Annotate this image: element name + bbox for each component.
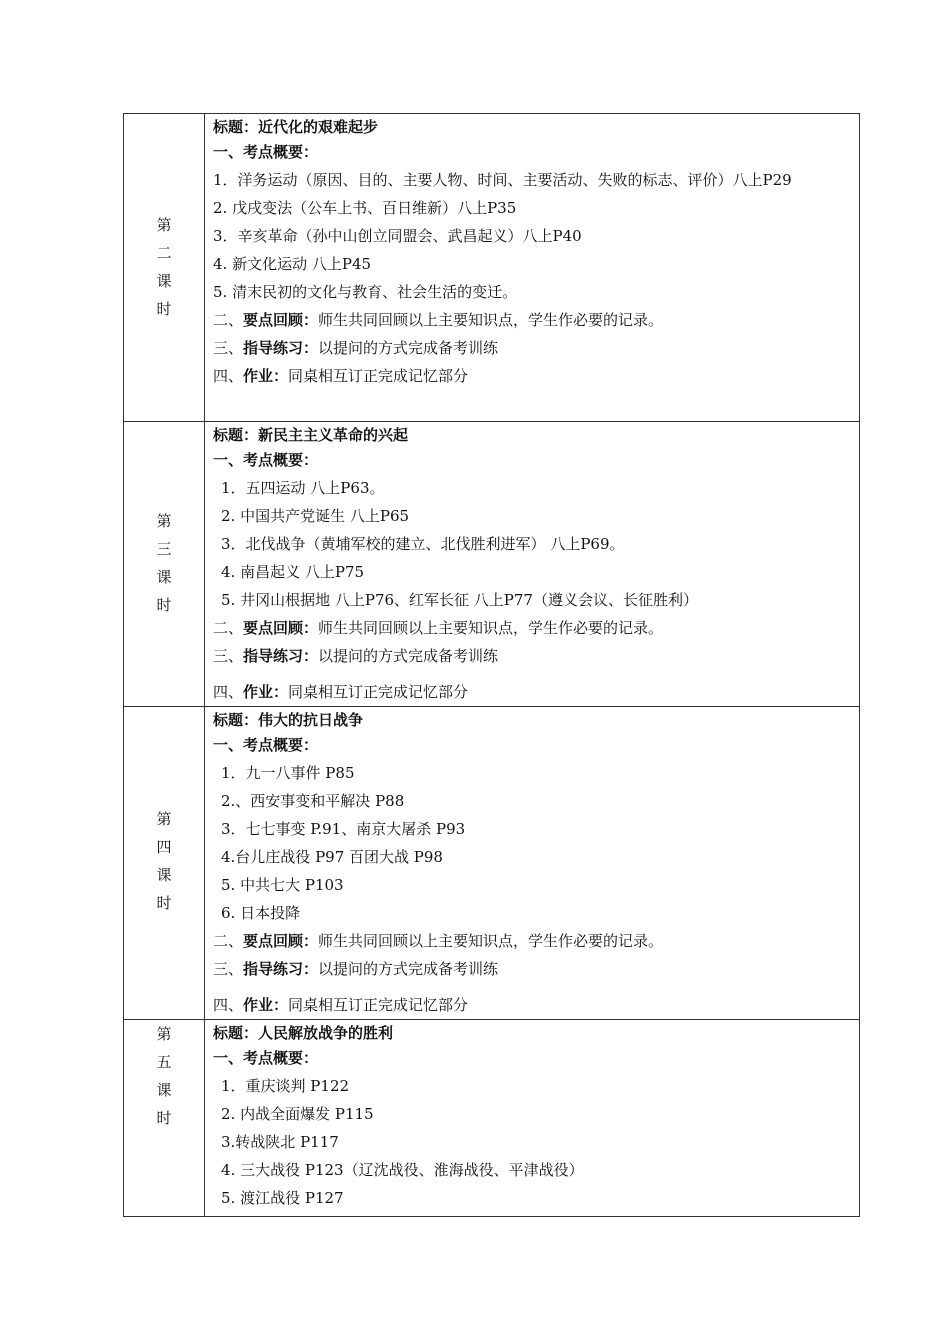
homework-text: 同桌相互订正完成记忆部分 xyxy=(288,367,469,385)
practice-prefix: 三、 xyxy=(213,647,244,665)
review-prefix: 二、 xyxy=(213,932,244,950)
label-char: 时 xyxy=(156,595,172,614)
review-line xyxy=(213,306,859,334)
session-title: 标题：新民主主义革命的兴起 xyxy=(213,426,409,444)
overview-heading: 一、考点概要： xyxy=(213,736,319,754)
homework-heading: 作业： xyxy=(243,683,289,701)
practice-text: 以提问的方式完成备考训练 xyxy=(318,339,499,357)
label-char: 课 xyxy=(156,272,172,290)
practice-line xyxy=(213,334,859,362)
practice-heading: 指导练习： xyxy=(243,960,319,978)
label-char: 第 xyxy=(156,1025,172,1043)
list-item: 6. 日本投降 xyxy=(221,904,301,922)
label-char: 二 xyxy=(156,244,172,262)
homework-line xyxy=(213,678,859,706)
practice-heading: 指导练习： xyxy=(243,647,319,665)
session-content xyxy=(205,422,860,707)
list-item: 2.、西安事变和平解决 P88 xyxy=(221,792,405,810)
homework-line xyxy=(213,362,859,390)
list-item: 2. 中国共产党诞生 八上P65 xyxy=(221,507,410,525)
review-line xyxy=(213,927,859,955)
overview-heading: 一、考点概要： xyxy=(213,451,319,469)
session-content xyxy=(205,707,860,1020)
list-item: 1．重庆谈判 P122 xyxy=(221,1077,350,1095)
session-content xyxy=(205,1020,860,1217)
session-label xyxy=(124,1020,204,1132)
list-item: 4. 三大战役 P123（辽沈战役、淮海战役、平津战役） xyxy=(221,1161,584,1179)
homework-heading: 作业： xyxy=(243,996,289,1014)
homework-heading: 作业： xyxy=(243,367,289,385)
homework-line xyxy=(213,991,859,1019)
list-item: 5. 清末民初的文化与教育、社会生活的变迁。 xyxy=(213,283,518,301)
list-item: 3．辛亥革命（孙中山创立同盟会、武昌起义）八上P40 xyxy=(213,227,582,245)
list-item: 2. 内战全面爆发 P115 xyxy=(221,1105,374,1123)
session-label xyxy=(124,114,204,420)
review-text: 师生共同回顾以上主要知识点，学生作必要的记录。 xyxy=(318,932,664,950)
session-title: 标题：伟大的抗日战争 xyxy=(213,711,364,729)
practice-prefix: 三、 xyxy=(213,960,244,978)
session-label-cell xyxy=(124,114,205,422)
list-item: 4.台儿庄战役 P97 百团大战 P98 xyxy=(221,848,443,866)
practice-line xyxy=(213,642,859,670)
label-char: 时 xyxy=(156,894,172,912)
label-char: 课 xyxy=(156,1081,172,1099)
label-char: 第 xyxy=(156,216,172,234)
list-item: 5. 中共七大 P103 xyxy=(221,876,344,894)
session-label-cell xyxy=(124,1020,205,1217)
spacer xyxy=(213,983,859,991)
session-title: 标题：人民解放战争的胜利 xyxy=(213,1024,394,1042)
review-heading: 要点回顾： xyxy=(243,932,319,950)
lesson-plan-table xyxy=(123,113,860,1217)
review-heading: 要点回顾： xyxy=(243,619,319,637)
session-title: 标题：近代化的艰难起步 xyxy=(213,118,379,136)
label-char: 时 xyxy=(156,1109,172,1127)
session-label-cell xyxy=(124,707,205,1020)
practice-text: 以提问的方式完成备考训练 xyxy=(318,960,499,978)
session-row-4 xyxy=(124,707,860,1020)
label-char: 五 xyxy=(156,1053,172,1071)
overview-heading: 一、考点概要： xyxy=(213,143,319,161)
review-prefix: 二、 xyxy=(213,619,244,637)
label-char: 时 xyxy=(156,300,172,318)
session-label xyxy=(124,707,204,1015)
label-char: 课 xyxy=(156,866,172,884)
practice-prefix: 三、 xyxy=(213,339,244,357)
session-label xyxy=(124,422,204,703)
homework-prefix: 四、 xyxy=(213,996,244,1014)
session-content xyxy=(205,114,860,422)
session-row-3 xyxy=(124,422,860,707)
session-label-cell xyxy=(124,422,205,707)
list-item: 4. 南昌起义 八上P75 xyxy=(221,563,365,581)
label-char: 第 xyxy=(156,511,172,530)
label-char: 四 xyxy=(156,838,172,856)
review-prefix: 二、 xyxy=(213,311,244,329)
list-item: 4. 新文化运动 八上P45 xyxy=(213,255,372,273)
review-text: 师生共同回顾以上主要知识点，学生作必要的记录。 xyxy=(318,619,664,637)
label-char: 课 xyxy=(156,567,172,586)
overview-heading: 一、考点概要： xyxy=(213,1049,319,1067)
review-heading: 要点回顾： xyxy=(243,311,319,329)
practice-text: 以提问的方式完成备考训练 xyxy=(318,647,499,665)
list-item: 3.转战陕北 P117 xyxy=(221,1133,339,1151)
list-item: 2. 戊戌变法（公车上书、百日维新）八上P35 xyxy=(213,199,517,217)
homework-text: 同桌相互订正完成记忆部分 xyxy=(288,996,469,1014)
review-text: 师生共同回顾以上主要知识点，学生作必要的记录。 xyxy=(318,311,664,329)
homework-text: 同桌相互订正完成记忆部分 xyxy=(288,683,469,701)
homework-prefix: 四、 xyxy=(213,367,244,385)
list-item: 5. 井冈山根据地 八上P76、红军长征 八上P77（遵义会议、长征胜利） xyxy=(221,591,698,609)
list-item: 5. 渡江战役 P127 xyxy=(221,1189,344,1207)
review-line xyxy=(213,614,859,642)
session-row-5 xyxy=(124,1020,860,1217)
session-row-2 xyxy=(124,114,860,422)
practice-heading: 指导练习： xyxy=(243,339,319,357)
homework-prefix: 四、 xyxy=(213,683,244,701)
spacer xyxy=(213,670,859,678)
label-char: 第 xyxy=(156,810,172,828)
list-item: 3．七七事变 P.91、南京大屠杀 P93 xyxy=(221,820,466,838)
list-item: 3．北伐战争（黄埔军校的建立、北伐胜利进军） 八上P69。 xyxy=(221,535,625,553)
list-item: 1．九一八事件 P85 xyxy=(221,764,355,782)
list-item: 1．洋务运动（原因、目的、主要人物、时间、主要活动、失败的标志、评价）八上P29 xyxy=(213,171,792,189)
label-char: 三 xyxy=(156,539,172,558)
list-item: 1．五四运动 八上P63。 xyxy=(221,479,385,497)
practice-line xyxy=(213,955,859,983)
